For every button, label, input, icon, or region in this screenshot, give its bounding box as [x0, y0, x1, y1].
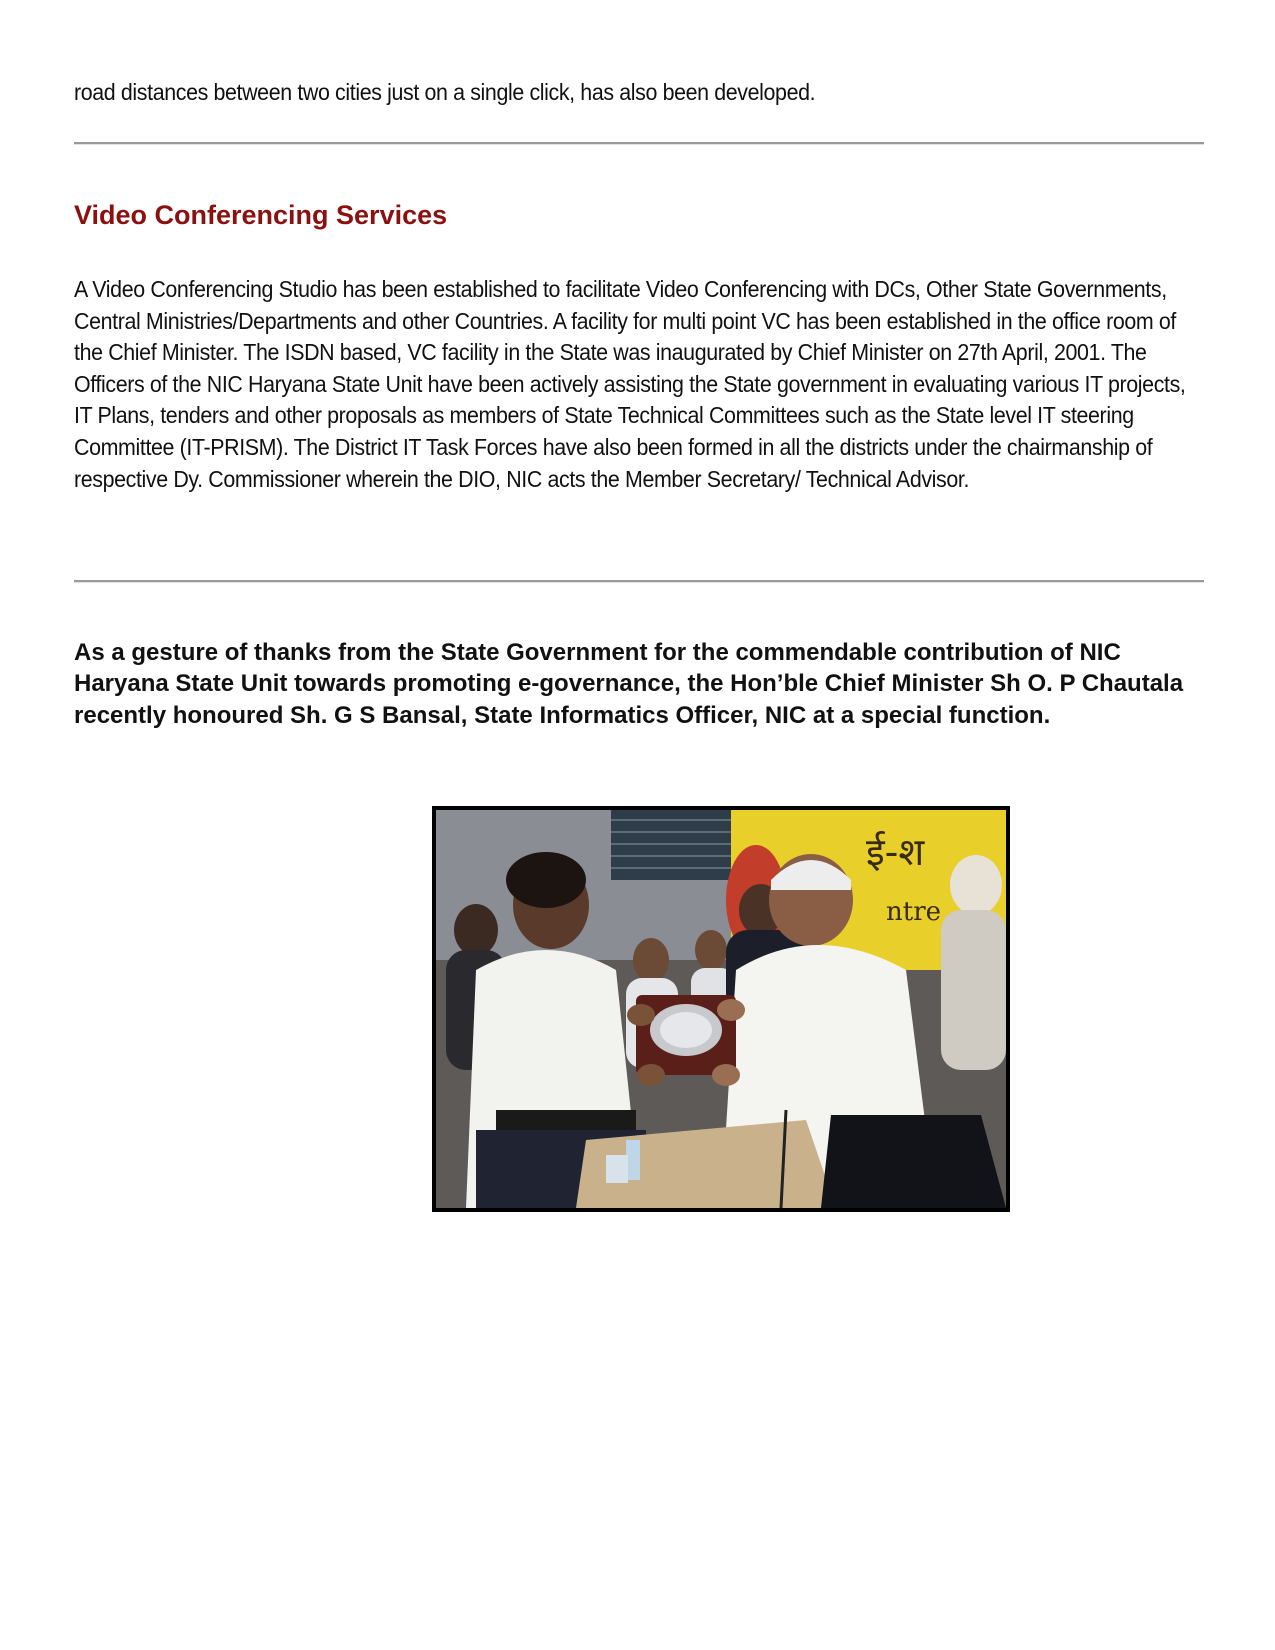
horizontal-divider [74, 580, 1204, 583]
intro-paragraph: road distances between two cities just on a single click, has also been developed. [74, 79, 816, 105]
banner-text: ई-श [866, 830, 925, 874]
award-ceremony-photo [432, 806, 1010, 1212]
highlight-paragraph: As a gesture of thanks from the State Government for the commendable contribution of NIC Haryana State Unit towards promoting e-governance, the Hon’ble Chief Minister Sh O. P Chautala recently honoured Sh. G S Bansal, State Informatics Officer, NIC at a special function. [74, 639, 1184, 729]
banner-text: ntre [886, 897, 942, 927]
section-heading: Video Conferencing Services [74, 200, 448, 230]
section-paragraph: A Video Conferencing Studio has been established to facilitate Video Conferencing with DCs, Other State Governments, Central Ministries/Departments and other Countries. A facility for multi point VC has been established in the office room of the Chief Minister. The ISDN based, VC facility in the State was inaugurated by Chief Minister on 27th April, 2001. The Officers of the NIC Haryana State Unit have been actively assisting the State government in evaluating various IT projects, IT Plans, tenders and other proposals as members of State Technical Committees such as the State level IT steering Committee (IT-PRISM). The District IT Task Forces have also been formed in all the districts under the chairmanship of respective Dy. Commissioner wherein the DIO, NIC acts the Member Secretary/ Technical Advisor. [74, 276, 1186, 492]
horizontal-divider [74, 142, 1204, 145]
